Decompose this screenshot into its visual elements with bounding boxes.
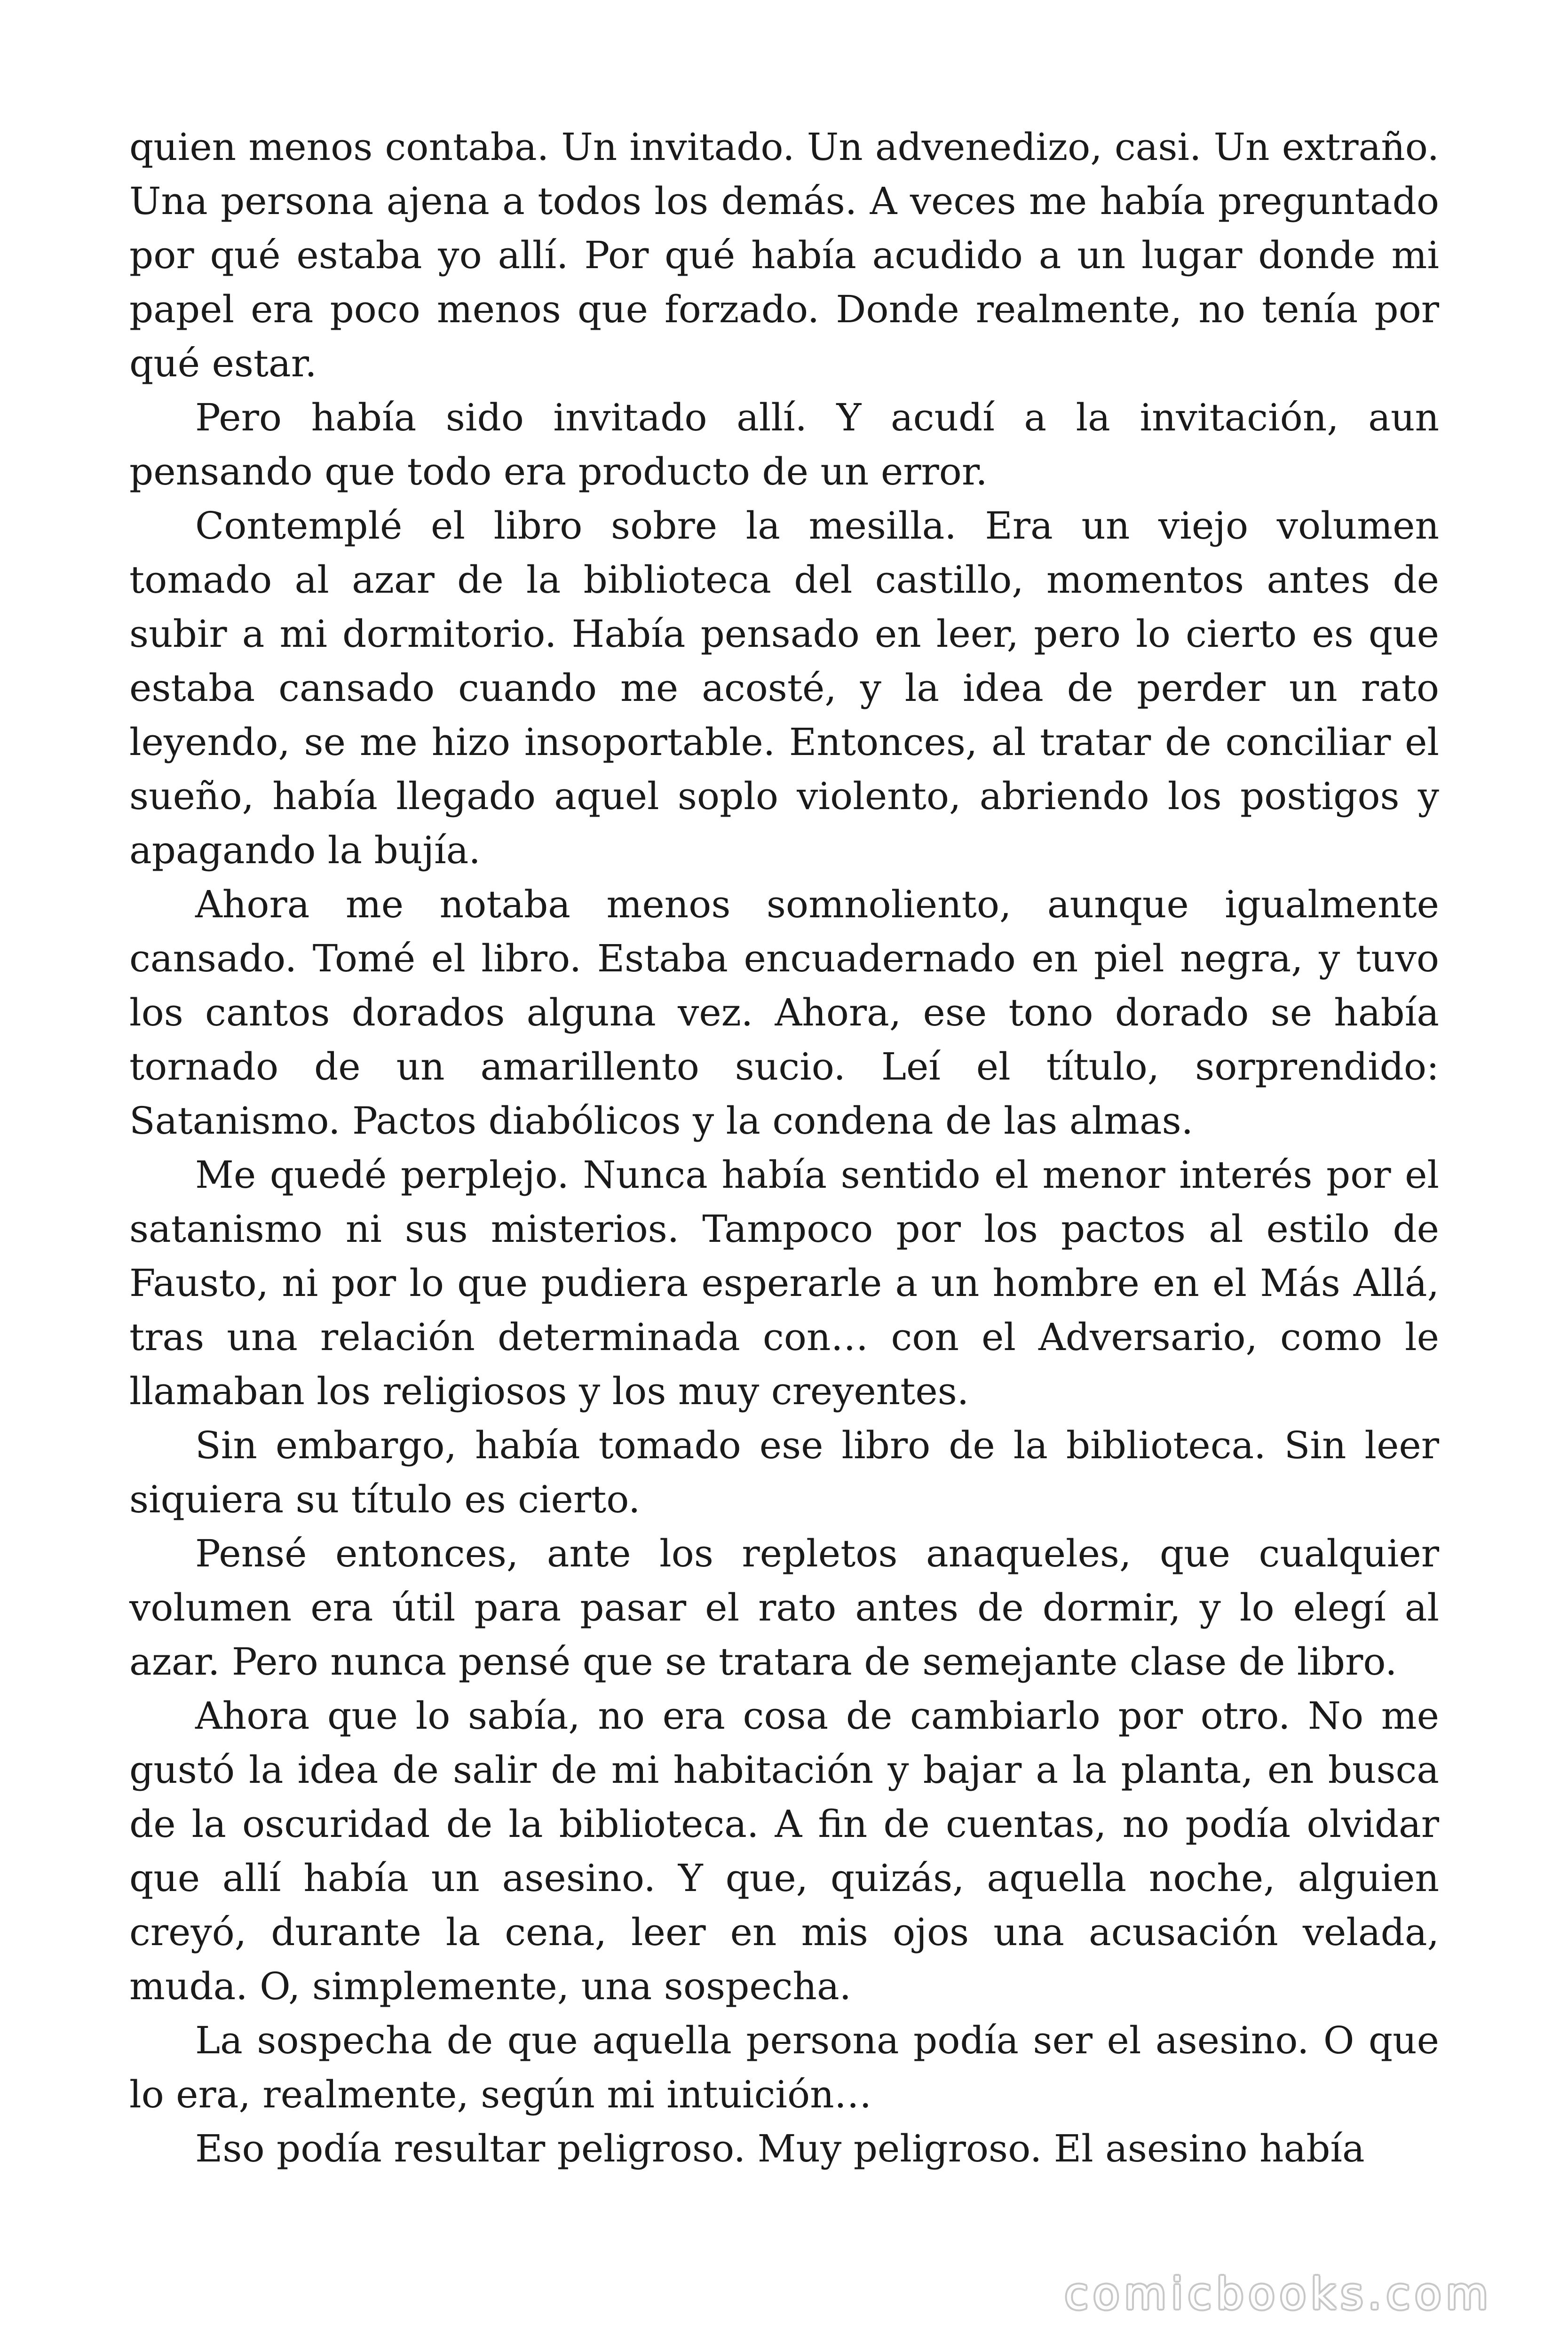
paragraph: Sin embargo, había tomado ese libro de la biblioteca. Sin leer siquiera su título es cierto.: [129, 1423, 1439, 1521]
paragraph: La sospecha de que aquella persona podía ser el asesino. O que lo era, realmente, según mi intuición…: [129, 2018, 1439, 2116]
paragraph: Ahora me notaba menos somnoliento, aunque igualmente cansado. Tomé el libro. Estaba encuadernado en piel negra, y tuvo los cantos dorados alguna vez. Ahora, ese tono dorado se había tornado de un amarillento sucio. Leí el título, sorprendido: Satanismo. Pactos diabólicos y la condena de las almas.: [129, 882, 1439, 1143]
body-text: [129, 120, 1439, 2176]
paragraph: Me quedé perplejo. Nunca había sentido el menor interés por el satanismo ni sus misterios. Tampoco por los pactos al estilo de Fausto, ni por lo que pudiera esperarle a un hombre en el Más Allá, tras una relación determinada con… con el Adversario, como le llamaban los religiosos y los muy creyentes.: [129, 1153, 1439, 1413]
watermark: comicbooks.com: [1064, 2269, 1493, 2319]
paragraph: Contemplé el libro sobre la mesilla. Era un viejo volumen tomado al azar de la biblioteca del castillo, momentos antes de subir a mi dormitorio. Había pensado en leer, pero lo cierto es que estaba cansado cuando me acosté, y la idea de perder un rato leyendo, se me hizo insoportable. Entonces, al tratar de conciliar el sueño, había llegado aquel soplo violento, abriendo los postigos y apagando la bujía.: [129, 504, 1439, 872]
paragraph: Pensé entonces, ante los repletos anaqueles, que cualquier volumen era útil para pasar el rato antes de dormir, y lo elegí al azar. Pero nunca pensé que se tratara de semejante clase de libro.: [129, 1532, 1439, 1684]
paragraph: Ahora que lo sabía, no era cosa de cambiarlo por otro. No me gustó la idea de salir de mi habitación y bajar a la planta, en busca de la oscuridad de la biblioteca. A fin de cuentas, no podía olvidar que allí había un asesino. Y que, quizás, aquella noche, alguien creyó, durante la cena, leer en mis ojos una acusación velada, muda. O, simplemente, una sospecha.: [129, 1694, 1439, 2008]
paragraph: quien menos contaba. Un invitado. Un advenedizo, casi. Un extraño. Una persona ajena a todos los demás. A veces me había preguntado por qué estaba yo allí. Por qué había acudido a un lugar donde mi papel era poco menos que forzado. Donde realmente, no tenía por qué estar.: [129, 125, 1439, 385]
paragraph: Eso podía resultar peligroso. Muy peligroso. El asesino había: [195, 2127, 1365, 2170]
paragraph: Pero había sido invitado allí. Y acudí a la invitación, aun pensando que todo era producto de un error.: [129, 396, 1439, 493]
